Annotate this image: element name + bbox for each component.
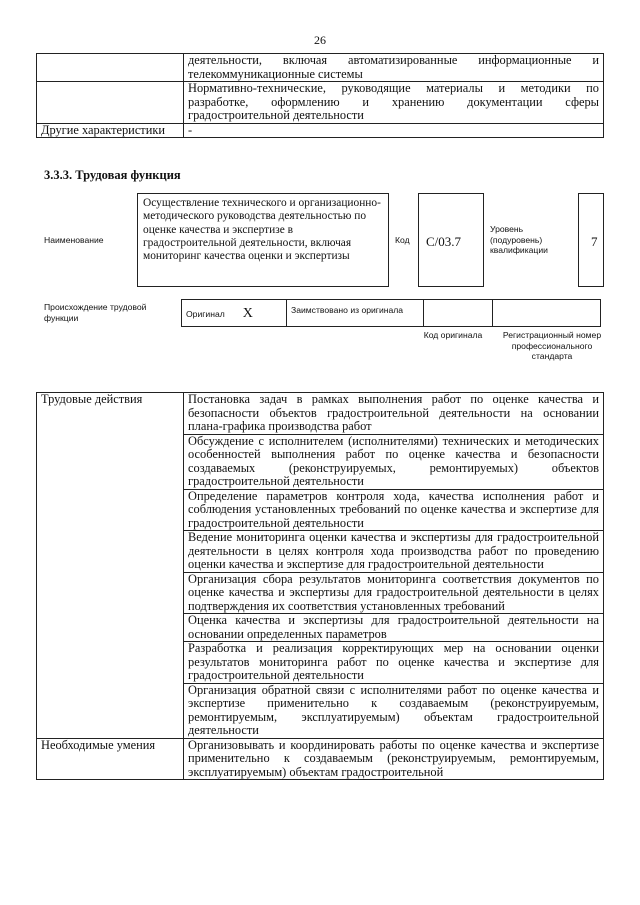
level-value: 7	[591, 234, 598, 249]
code-original-cell	[424, 300, 493, 327]
code-label: Код	[395, 235, 410, 245]
level-box	[578, 193, 604, 287]
borrowed-label: Заимствовано из оригинала	[291, 305, 404, 315]
borrowed-cell	[287, 300, 424, 327]
name-label: Наименование	[44, 235, 104, 245]
top-table-empty-label	[37, 82, 184, 124]
code-box	[418, 193, 484, 287]
function-name-box	[137, 193, 389, 287]
labor-action-row	[37, 393, 604, 435]
labor-action-row-text: Разработка и реализация корректирующих мер на основании оценки результатов мониторинга работ по оценке качества и экспертизе для градостроительной деятельности	[184, 642, 604, 684]
labor-action-row-text: Постановка задач в рамках выполнения работ по оценке качества и безопасности объектов градостроительной деятельности на основании плана-графика производства работ	[184, 393, 604, 435]
function-name: Осуществление технического и организационно-методического руководства деятельностью по оценке качества и экспертизе в градостроительной деятельности, включая мониторинг качества оценки и экспертизы	[143, 197, 381, 263]
skill-row-text: Организовывать и координировать работы по оценке качества и экспертизе применительно к создаваемым (реконструируемым, ремонтируемым, эксплуатируемым) объектам градостроительной	[184, 738, 604, 780]
top-table-row: Нормативно-технические, руководящие материалы и методики по разработке, оформлению и хранению документации сферы градостроительной деятельности	[184, 82, 604, 124]
skill-row	[37, 738, 604, 780]
labor-action-row-text: Определение параметров контроля хода, качества исполнения работ и соблюдения установленных требований по оценке качества и экспертизе для градостроительной деятельности	[184, 489, 604, 531]
code-original-caption: Код оригинала	[423, 330, 483, 340]
page-number: 26	[314, 33, 326, 47]
original-mark: X	[242, 306, 253, 321]
level-label: Уровень (подуровень) квалификации	[490, 224, 548, 255]
top-table-row: деятельности, включая автоматизированные информационные и телекоммуникационные системы	[184, 54, 604, 82]
labor-action-row-text: Обсуждение с исполнителем (исполнителями) технических и методических особенностей выполнения работ по оценке качества и безопасности создаваемых (реконструируемых, ремонтируемых) объектов градостроительной деятельности	[184, 434, 604, 489]
labor-action-row-text: Организация сбора результатов мониторинга соответствия документов по оценке качества и экспертизы для градостроительной деятельности в целях подтверждения их соответствия установленных требований	[184, 572, 604, 614]
required-skills-label: Необходимые умения	[37, 738, 184, 780]
origin-label: Происхождение трудовой функции	[44, 302, 147, 323]
reg-number-caption: Регистрационный номер профессионального стандарта	[502, 330, 602, 361]
reg-number-cell	[493, 300, 601, 327]
main-table	[36, 392, 604, 780]
other-characteristics-label: Другие характеристики	[37, 123, 184, 138]
other-characteristics-value: -	[184, 123, 604, 138]
top-table	[36, 53, 604, 138]
labor-action-row-text: Оценка качества и экспертизы для градостроительной деятельности на основании определенных параметров	[184, 614, 604, 642]
section-title: 3.3.3. Трудовая функция	[44, 168, 181, 182]
top-table-empty-label	[37, 54, 184, 82]
labor-action-row-text: Ведение мониторинга оценки качества и экспертизы для градостроительной деятельности в целях контроля хода производства работ по проведению оценки качества и экспертизе для градостроительной деятельности	[184, 531, 604, 573]
original-label: Оригинал	[186, 309, 225, 319]
original-cell	[182, 300, 287, 327]
labor-action-row-text: Организация обратной связи с исполнителями работ по оценке качества и экспертизе применительно к создаваемым (реконструируемым, ремонтируемым, эксплуатируемым) объектам градостроительной деятельности	[184, 683, 604, 738]
code-value: C/03.7	[426, 234, 462, 249]
origin-table	[181, 299, 601, 327]
labor-actions-label: Трудовые действия	[37, 393, 184, 739]
